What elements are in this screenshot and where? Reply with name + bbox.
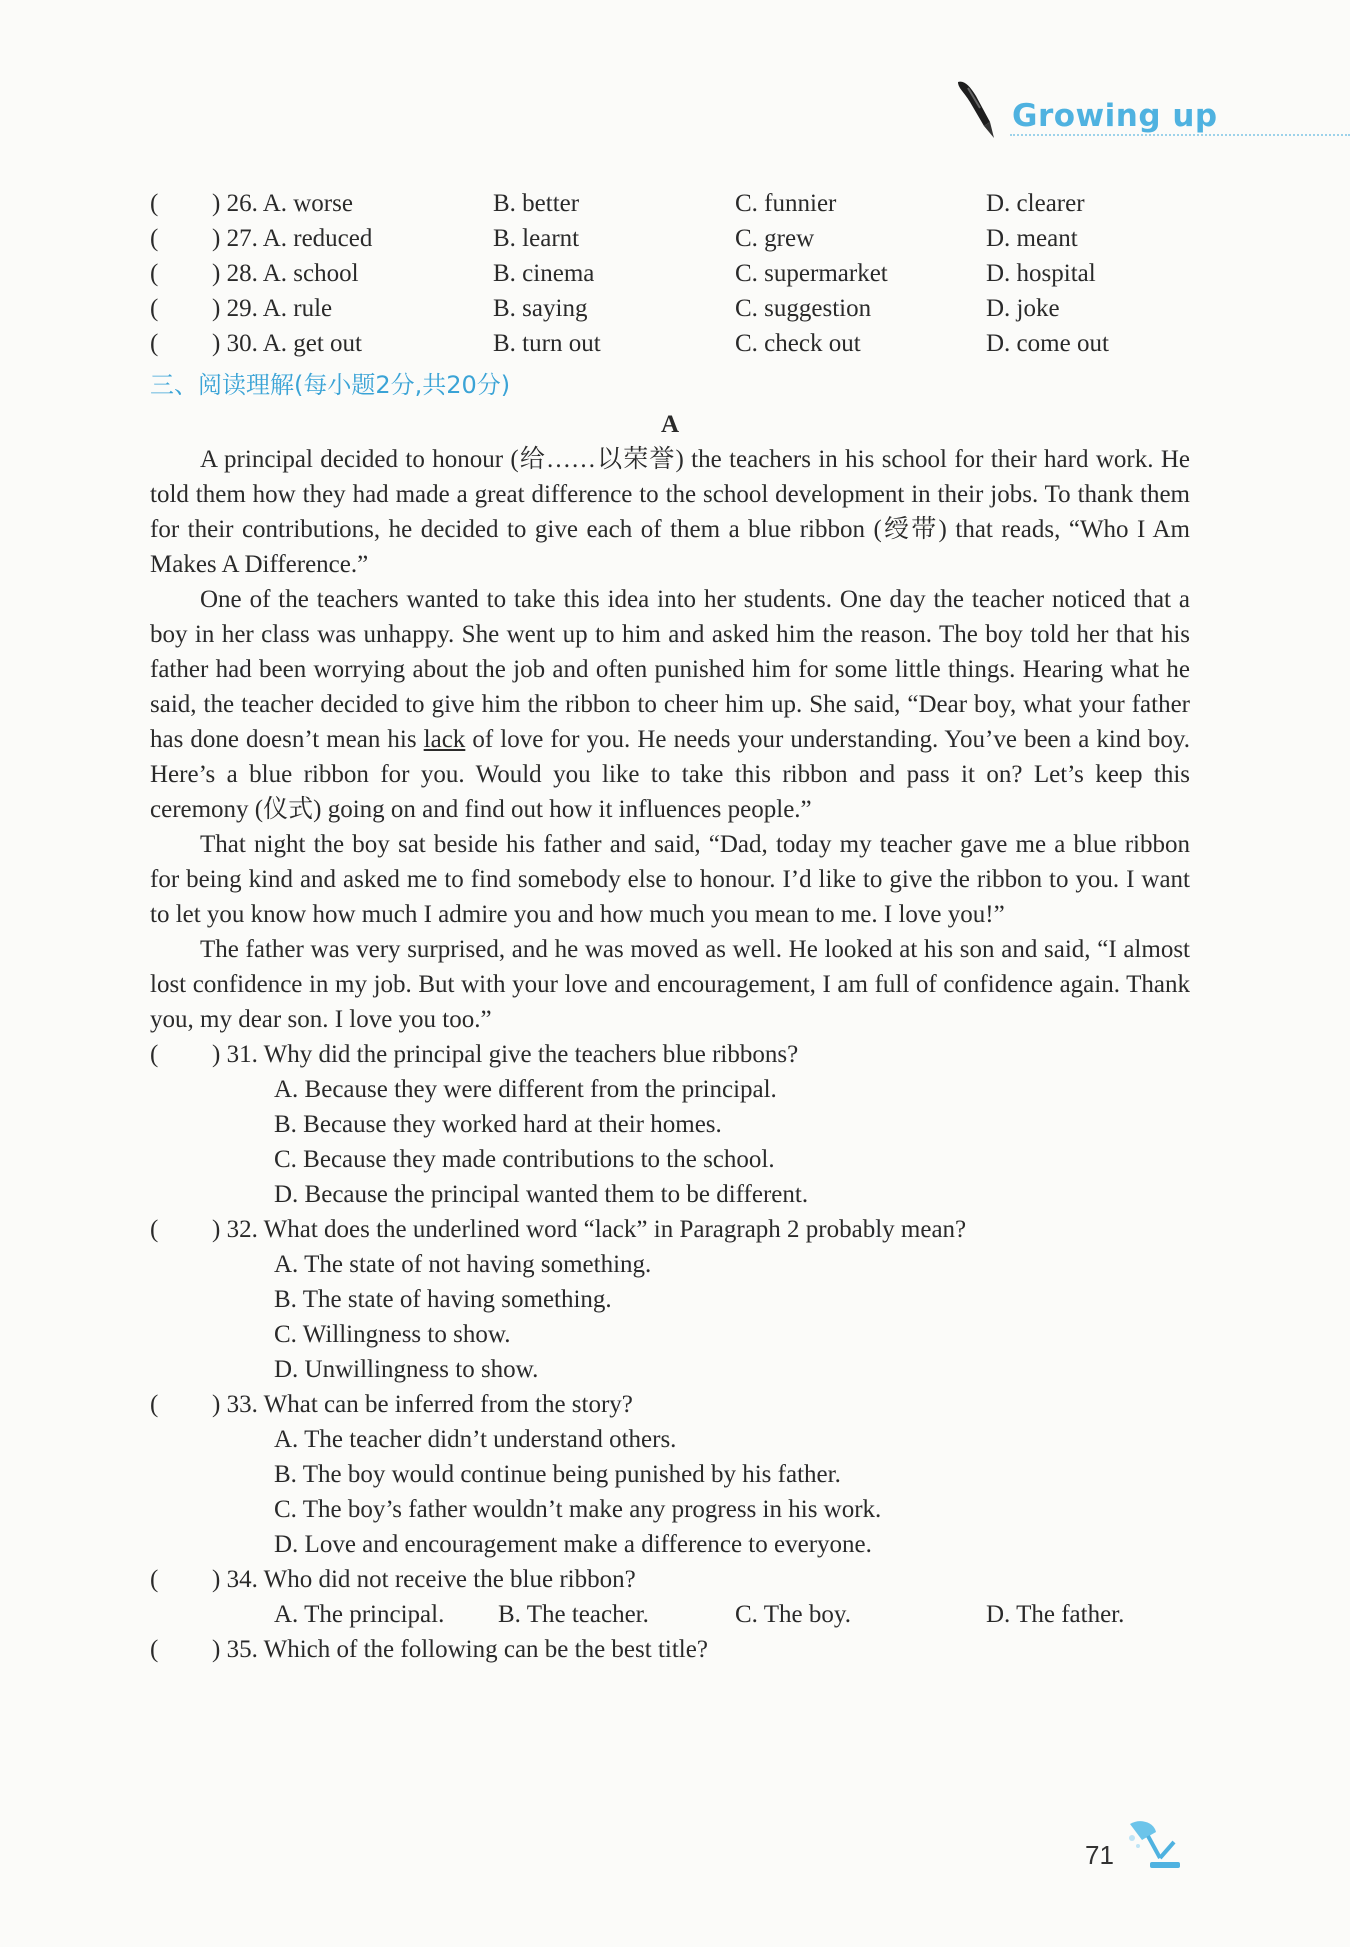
option-b: B. turn out bbox=[493, 330, 601, 357]
cloze-question-27 bbox=[150, 221, 1190, 256]
option-d: D. Love and encouragement make a difference to everyone. bbox=[274, 1531, 872, 1558]
option-b: B. cinema bbox=[493, 260, 595, 287]
option-b: B. Because they worked hard at their homes. bbox=[274, 1111, 722, 1138]
cloze-question-29 bbox=[150, 291, 1190, 326]
question-text: ) 32. What does the underlined word “lack” in Paragraph 2 probably mean? bbox=[212, 1216, 967, 1243]
option-c: C. funnier bbox=[735, 190, 837, 217]
question-32 bbox=[150, 1212, 1190, 1247]
passage-paragraph-1: A principal decided to honour (给……以荣誉) the teachers in his school for their hard work. He told them how they had made a great difference to the school development in their jobs. To thank them for their contributions, he decided to give each of them a blue ribbon (绶带) that reads, “Who I Am Makes A Difference.” bbox=[150, 446, 1190, 578]
option-b: B. learnt bbox=[493, 225, 580, 252]
answer-paren: ( bbox=[150, 225, 159, 252]
passage-paragraph-3: That night the boy sat beside his father and said, “Dad, today my teacher gave me a blue ribbon for being kind and asked me to find somebody else to honour. I’d like to give the ribbon to you. I want to let you know how much I admire you and how much you mean to me. I love you!” bbox=[150, 831, 1190, 928]
question-text: ) 31. Why did the principal give the teachers blue ribbons? bbox=[212, 1041, 799, 1068]
cloze-question-28 bbox=[150, 256, 1190, 291]
option-d: D. hospital bbox=[986, 260, 1096, 287]
option-c: C. Because they made contributions to the school. bbox=[274, 1146, 775, 1173]
option-d: D. meant bbox=[986, 225, 1078, 252]
option-d: D. come out bbox=[986, 330, 1109, 357]
option-c: C. Willingness to show. bbox=[274, 1321, 511, 1348]
header-divider bbox=[1010, 134, 1350, 136]
passage-paragraph-4: The father was very surprised, and he was moved as well. He looked at his son and said, “I almost lost confidence in my job. But with your love and encouragement, I am full of confidence again. Thank you, my dear son. I love you too.” bbox=[150, 936, 1190, 1033]
option-a: A. Because they were different from the principal. bbox=[274, 1076, 777, 1103]
option-c: C. check out bbox=[735, 330, 861, 357]
option-b: B. The boy would continue being punished by his father. bbox=[274, 1461, 841, 1488]
option-b: B. saying bbox=[493, 295, 588, 322]
question-number: ) 29. A. rule bbox=[212, 295, 333, 322]
option-d: D. Unwillingness to show. bbox=[274, 1356, 539, 1383]
question-31 bbox=[150, 1037, 1190, 1072]
option-b: B. better bbox=[493, 190, 580, 217]
option-a: A. The principal. bbox=[274, 1601, 445, 1628]
option-b: B. The teacher. bbox=[498, 1601, 649, 1628]
question-number: ) 28. A. school bbox=[212, 260, 359, 287]
option-c: C. suggestion bbox=[735, 295, 872, 322]
question-33 bbox=[150, 1387, 1190, 1422]
question-34 bbox=[150, 1562, 1190, 1597]
pen-icon bbox=[950, 78, 1010, 148]
question-35 bbox=[150, 1632, 1190, 1667]
content bbox=[150, 186, 1190, 1667]
answer-paren: ( bbox=[150, 1216, 159, 1243]
underlined-word: lack bbox=[423, 726, 466, 753]
question-number: ) 30. A. get out bbox=[212, 330, 362, 357]
option-a: A. The state of not having something. bbox=[274, 1251, 652, 1278]
cloze-question-26 bbox=[150, 186, 1190, 221]
header bbox=[950, 78, 1350, 148]
question-number: ) 26. A. worse bbox=[212, 190, 353, 217]
answer-paren: ( bbox=[150, 330, 159, 357]
question-text: ) 34. Who did not receive the blue ribbon? bbox=[212, 1566, 636, 1593]
option-b: B. The state of having something. bbox=[274, 1286, 612, 1313]
question-34-options bbox=[150, 1597, 1190, 1632]
option-d: D. Because the principal wanted them to be different. bbox=[274, 1181, 809, 1208]
answer-paren: ( bbox=[150, 295, 159, 322]
section-title: 三、阅读理解(每小题2分,共20分) bbox=[150, 371, 511, 399]
option-d: D. The father. bbox=[986, 1601, 1125, 1628]
option-c: C. supermarket bbox=[735, 260, 888, 287]
answer-paren: ( bbox=[150, 1566, 159, 1593]
page-number: 71 bbox=[1085, 1840, 1114, 1870]
option-a: A. The teacher didn’t understand others. bbox=[274, 1426, 677, 1453]
question-text: ) 35. Which of the following can be the best title? bbox=[212, 1636, 708, 1663]
option-c: C. The boy. bbox=[735, 1601, 851, 1628]
answer-paren: ( bbox=[150, 260, 159, 287]
cloze-question-30 bbox=[150, 326, 1190, 361]
answer-paren: ( bbox=[150, 1391, 159, 1418]
option-c: C. The boy’s father wouldn’t make any progress in his work. bbox=[274, 1496, 882, 1523]
passage-label: A bbox=[660, 411, 680, 438]
question-text: ) 33. What can be inferred from the story? bbox=[212, 1391, 633, 1418]
lamp-icon bbox=[1120, 1818, 1186, 1874]
option-d: D. joke bbox=[986, 295, 1060, 322]
option-d: D. clearer bbox=[986, 190, 1085, 217]
option-c: C. grew bbox=[735, 225, 815, 252]
question-number: ) 27. A. reduced bbox=[212, 225, 373, 252]
answer-paren: ( bbox=[150, 190, 159, 217]
passage-paragraph-2: One of the teachers wanted to take this idea into her students. One day the teacher noticed that a boy in her class was unhappy. She went up to him and asked him the reason. The boy told her that his father had been worrying about the job and often punished him for some little things. Hearing what he said, the teacher decided to give him the ribbon to cheer him up. She said, “Dear boy, what your father has done doesn’t mean his lack of love for you. He needs your understanding. You’ve been a kind boy. Here’s a blue ribbon for you. Would you like to take this ribbon and pass it on? Let’s keep this ceremony (仪式) going on and find out how it influences people.” bbox=[150, 586, 1190, 823]
answer-paren: ( bbox=[150, 1636, 159, 1663]
answer-paren: ( bbox=[150, 1041, 159, 1068]
header-title: Growing up bbox=[1012, 98, 1218, 134]
